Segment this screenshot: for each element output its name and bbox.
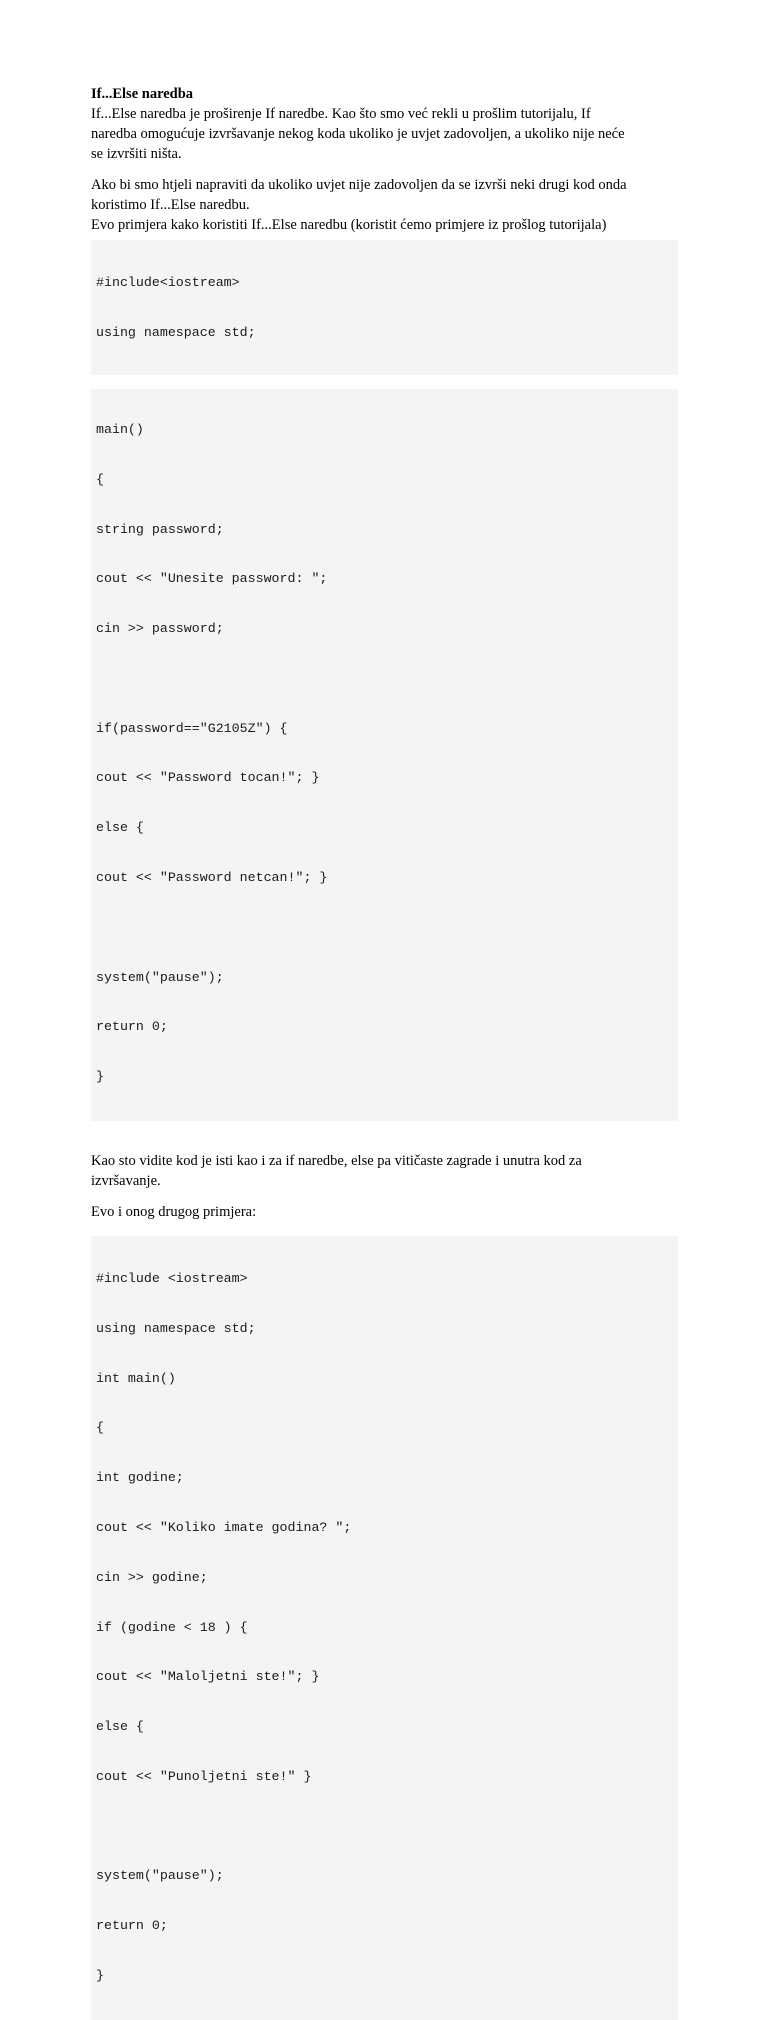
code-line: using namespace std;	[96, 1320, 256, 1336]
text-line: naredba omogućuje izvršavanje nekog koda ukoliko je uvjet zadovoljen, a ukoliko nije neće	[91, 126, 625, 142]
code-separator	[91, 375, 678, 389]
code-line: }	[96, 1069, 104, 1085]
text-line: Kao sto vidite kod je isti kao i za if naredbe, else pa vitičaste zagrade i unutra kod za	[91, 1152, 582, 1169]
code-line: main()	[96, 421, 144, 437]
code-line: system("pause");	[96, 969, 224, 985]
code-line: #include <iostream>	[96, 1271, 248, 1287]
code-blank-line	[96, 671, 673, 688]
code-block-password	[91, 240, 678, 1121]
code-line: int main()	[96, 1370, 176, 1386]
text-line: Evo i onog drugog primjera:	[91, 1203, 257, 1220]
code-line: return 0;	[96, 1019, 168, 1035]
code-line: if(password=="G2105Z") {	[96, 720, 288, 736]
text-line: Evo primjera kako koristiti If...Else naredbu (koristit ćemo primjere iz prošlog tutorijala)	[91, 217, 607, 233]
code-line: #include<iostream>	[96, 275, 240, 291]
code-line: system("pause");	[96, 1868, 224, 1884]
code-line: {	[96, 1420, 104, 1436]
code-line: cout << "Password tocan!"; }	[96, 770, 320, 786]
text-line: izvršavanje.	[91, 1172, 161, 1189]
code-block-age	[91, 1236, 678, 2020]
code-blank-line	[96, 1819, 673, 1836]
code-line: else {	[96, 1719, 144, 1735]
text-line: koristimo If...Else naredbu.	[91, 197, 250, 213]
text-line: If...Else naredba je proširenje If naredbe. Kao što smo već rekli u prošlim tutorijalu, If	[91, 106, 591, 122]
code-line: cin >> godine;	[96, 1569, 208, 1585]
code-line: return 0;	[96, 1918, 168, 1934]
text-line: se izvršiti ništa.	[91, 146, 182, 162]
text-line: Ako bi smo htjeli napraviti da ukoliko uvjet nije zadovoljen da se izvrši neki drugi kod onda	[91, 177, 627, 193]
code-line: cout << "Maloljetni ste!"; }	[96, 1669, 320, 1685]
code-line: }	[96, 1968, 104, 1983]
code-line: cout << "Unesite password: ";	[96, 571, 328, 587]
document-page	[91, 84, 681, 2020]
code-line: using namespace std;	[96, 324, 256, 340]
section-heading: If...Else naredba	[91, 86, 194, 102]
code-line: cout << "Koliko imate godina? ";	[96, 1519, 352, 1535]
code-line: string password;	[96, 521, 224, 537]
second-example-intro	[91, 1202, 681, 1222]
code-line: int godine;	[96, 1470, 184, 1486]
code-line: {	[96, 471, 104, 487]
summary-paragraph	[91, 1151, 681, 1191]
code-line: cin >> password;	[96, 621, 224, 637]
code-line: cout << "Password netcan!"; }	[96, 869, 328, 885]
code-line: else {	[96, 820, 144, 836]
code-blank-line	[96, 920, 673, 937]
code-line: if (godine < 18 ) {	[96, 1619, 248, 1635]
explanation-paragraph	[91, 175, 681, 235]
intro-paragraph	[91, 104, 681, 164]
code-line: cout << "Punoljetni ste!" }	[96, 1768, 312, 1784]
